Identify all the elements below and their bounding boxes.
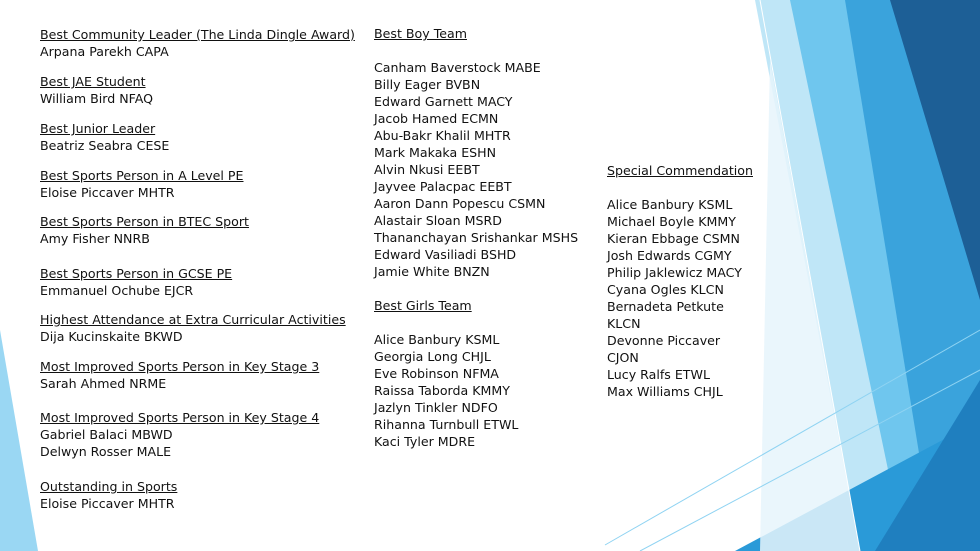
- award-title: Outstanding in Sports: [40, 479, 178, 494]
- commendation-line: KLCN: [607, 316, 641, 331]
- commendation-line: Cyana Ogles KLCN: [607, 282, 724, 297]
- award-winner: Delwyn Rosser MALE: [40, 444, 172, 459]
- commendation-line: Josh Edwards CGMY: [607, 248, 732, 263]
- team-member: Alice Banbury KSML: [374, 332, 500, 347]
- team-member: Raissa Taborda KMMY: [374, 383, 510, 398]
- commendation-line: Devonne Piccaver: [607, 333, 721, 348]
- team-member: Jacob Hamed ECMN: [374, 111, 499, 126]
- award-most-improved-ks3: [40, 358, 319, 392]
- girl-team-list: [374, 331, 604, 450]
- boy-team-list: [374, 59, 604, 280]
- team-member: Alastair Sloan MSRD: [374, 213, 502, 228]
- teams-column: [374, 25, 604, 450]
- team-member: Edward Vasiliadi BSHD: [374, 247, 517, 262]
- awards-column: [40, 0, 370, 551]
- award-jae-student: [40, 73, 153, 107]
- commendation-line: Alice Banbury KSML: [607, 197, 733, 212]
- team-member: Aaron Dann Popescu CSMN: [374, 196, 546, 211]
- award-winner: Arpana Parekh CAPA: [40, 44, 169, 59]
- award-title: Best Sports Person in BTEC Sport: [40, 214, 249, 229]
- award-gcse-pe: [40, 265, 232, 299]
- commendation-line: Max Williams CHJL: [607, 384, 723, 399]
- team-member: Georgia Long CHJL: [374, 349, 491, 364]
- award-winner: Gabriel Balaci MBWD: [40, 427, 173, 442]
- award-title: Highest Attendance at Extra Curricular Activities: [40, 312, 346, 327]
- award-title: Best JAE Student: [40, 74, 146, 89]
- commendation-line: CJON: [607, 350, 639, 365]
- award-btec-sport: [40, 213, 249, 247]
- award-highest-attendance: [40, 311, 346, 345]
- award-winner: Emmanuel Ochube EJCR: [40, 283, 194, 298]
- award-outstanding-sports: [40, 478, 177, 512]
- team-member: Jazlyn Tinkler NDFO: [374, 400, 498, 415]
- commendation-line: Lucy Ralfs ETWL: [607, 367, 710, 382]
- award-most-improved-ks4: [40, 409, 319, 460]
- girl-team-title: Best Girls Team: [374, 298, 472, 313]
- award-winner: Amy Fisher NNRB: [40, 231, 150, 246]
- special-commendation-column: [607, 162, 787, 400]
- award-title: Most Improved Sports Person in Key Stage 3: [40, 359, 320, 374]
- team-member: Canham Baverstock MABE: [374, 60, 541, 75]
- special-commendation-title: Special Commendation: [607, 163, 753, 178]
- award-winner: Eloise Piccaver MHTR: [40, 496, 175, 511]
- award-winner: William Bird NFAQ: [40, 91, 154, 106]
- commendation-line: Michael Boyle KMMY: [607, 214, 736, 229]
- team-member: Billy Eager BVBN: [374, 77, 481, 92]
- team-member: Edward Garnett MACY: [374, 94, 513, 109]
- award-title: Best Community Leader (The Linda Dingle Award): [40, 27, 355, 42]
- team-member: Abu-Bakr Khalil MHTR: [374, 128, 511, 143]
- commendation-line: Philip Jaklewicz MACY: [607, 265, 742, 280]
- team-member: Thananchayan Srishankar MSHS: [374, 230, 579, 245]
- award-title: Most Improved Sports Person in Key Stage 4: [40, 410, 320, 425]
- team-member: Eve Robinson NFMA: [374, 366, 499, 381]
- special-commendation-list: [607, 196, 787, 400]
- boy-team-title: Best Boy Team: [374, 26, 467, 41]
- award-winner: Sarah Ahmed NRME: [40, 376, 167, 391]
- commendation-line: Bernadeta Petkute: [607, 299, 724, 314]
- team-member: Mark Makaka ESHN: [374, 145, 497, 160]
- award-community-leader: [40, 26, 355, 60]
- award-winner: Dija Kucinskaite BKWD: [40, 329, 183, 344]
- left-light-triangle: [0, 330, 38, 551]
- team-member: Rihanna Turnbull ETWL: [374, 417, 519, 432]
- commendation-line: Kieran Ebbage CSMN: [607, 231, 740, 246]
- award-a-level-pe: [40, 167, 244, 201]
- award-title: Best Junior Leader: [40, 121, 156, 136]
- team-member: Jayvee Palacpac EEBT: [374, 179, 512, 194]
- team-member: Jamie White BNZN: [374, 264, 490, 279]
- team-member: Kaci Tyler MDRE: [374, 434, 476, 449]
- team-member: Alvin Nkusi EEBT: [374, 162, 480, 177]
- award-title: Best Sports Person in A Level PE: [40, 168, 244, 183]
- award-winner: Beatriz Seabra CESE: [40, 138, 170, 153]
- award-junior-leader: [40, 120, 169, 154]
- award-title: Best Sports Person in GCSE PE: [40, 266, 233, 281]
- award-winner: Eloise Piccaver MHTR: [40, 185, 175, 200]
